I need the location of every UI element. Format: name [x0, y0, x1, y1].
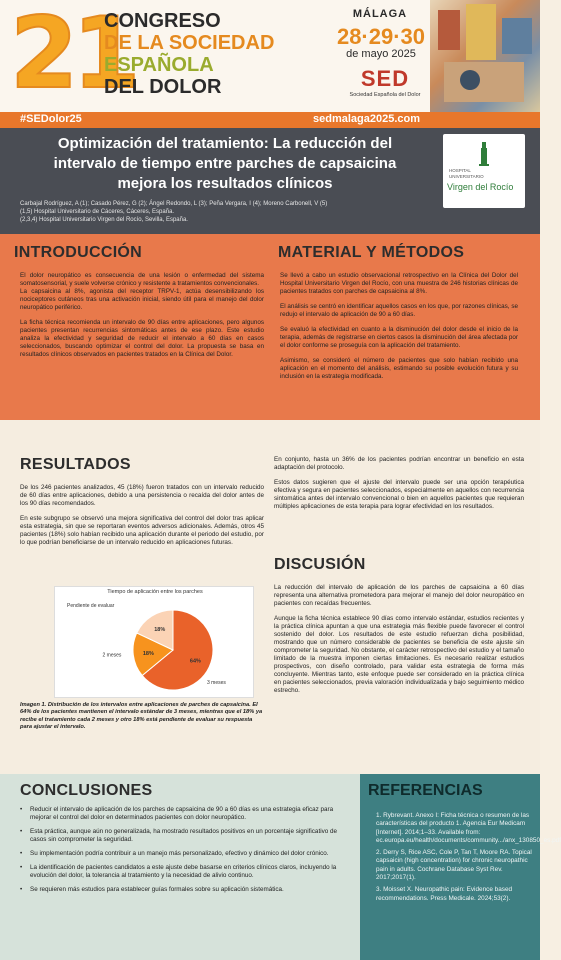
- congress-month: de mayo 2025: [346, 48, 416, 60]
- results-paragraph: Estos datos sugieren que el ajuste del intervalo puede ser una opción terapéutica efectiva y segura en pacientes seleccionados, especialmente en aquellos con recurrencia sintomática antes del intervalo convencional o bien en aquellos pacientes que requieran múltiples aplicaciones de esta terapia para lograr efectividad en los resultados.: [274, 479, 524, 510]
- material-body: [280, 272, 518, 388]
- discussion-heading: DISCUSIÓN: [274, 556, 366, 573]
- results-paragraph: En este subgrupo se observó una mejora significativa del control del dolor tras aplicar esta estrategia, sin que se reportaran eventos adversos adicionales. Además, otros 45 pacientes (18%) solo habían recibido una aplicación durante el periodo del estudio, por lo que podrían beneficiarse de un intervalo reducido en aplicaciones futuras.: [20, 515, 264, 546]
- figure-caption: Imagen 1. Distribución de los intervalos entre aplicaciones de parches de capsaicina. El 64% de los pacientes mantienen el intervalo estándar de 3 meses, mientras que el 18% ya recibe el tratamiento cada 2 meses y otro 18% está pendiente de evaluar su respuesta para ajustar el intervalo.: [20, 702, 263, 731]
- intro-paragraph: La ficha técnica recomienda un intervalo de 90 días entre aplicaciones, pero algunos pacientes presentan recurrencias sintomáticas antes de ese plazo. Este estudio analiza la efectividad y seguridad de reducir el intervalo a 60 días en casos seleccionados, buscando optimizar el control del dolor. La propuesta se basa en resultados clínicos observados en pacientes tratados en la Clínica del Dolor.: [20, 319, 264, 358]
- poster-title: Optimización del tratamiento: La reducción del intervalo de tiempo entre parches de capsaicina mejora los resultados clínicos: [53, 135, 397, 192]
- sed-logo: [340, 66, 430, 98]
- congress-title-line3: ESPAÑOLA: [104, 54, 214, 76]
- discussion-paragraph: La reducción del intervalo de aplicación de los parches de capsaicina a 60 días representa una alternativa prometedora para mejorar el manejo del dolor neuropático en pacientes con recaídas frecuentes.: [274, 584, 524, 607]
- congress-title-line1: CONGRESO: [104, 10, 221, 32]
- congress-number: 21: [10, 0, 135, 111]
- results-paragraph: En conjunto, hasta un 36% de los pacientes podrían encontrar un beneficio en esta adaptación del protocolo.: [274, 456, 524, 471]
- website: sedmalaga2025.com: [312, 113, 420, 125]
- discussion-paragraph: Aunque la ficha técnica establece 90 días como intervalo estándar, estudios recientes y la práctica clínica apuntan a que una estrategia más flexible puede favorecer el control sostenido del dolor. Los resultados de este estudio refuerzan dicha posibilidad, mostrando que un número considerable de pacientes se beneficia de este ajuste sin comprometer la seguridad. No obstante, el carácter retrospectivo del estudio y el tamaño limitado de la muestra imponen ciertas limitaciones. Es necesario realizar estudios prospectivos, con diseño controlado, para validar esta estrategia de forma más concluyente. Mientras tanto, este enfoque puede ser considerado en la práctica clínica en pacientes seleccionados, previa valoración individualizada y bajo seguimiento médico estrecho.: [274, 615, 524, 694]
- chart-title: Tiempo de aplicación entre los parches: [107, 589, 203, 595]
- conclusion-item: • La identificación de pacientes candidatos a este ajuste debe basarse en criterios clínicos claros, incluyendo la evolución del dolor, la tolerancia al tratamiento y la necesidad de alivio continuo.: [20, 864, 350, 880]
- reference-item: 2. Derry S, Rice ASC, Cole P, Tan T, Moore RA. Topical capsaicin (high concentration) for chronic neuropathic pain in adults. Cochrane Database Syst Rev. 2017;2017(1).: [376, 849, 532, 882]
- congress-title-line4: DEL DOLOR: [104, 76, 222, 98]
- sed-logo-subtitle: Sociedad Española del Dolor: [349, 92, 421, 98]
- material-paragraph: Asimismo, se consideró el número de pacientes que solo habían recibido una aplicación en el momento del análisis, estimando su posible evolución futura y su inclusión en la estrategia modificada.: [280, 357, 518, 380]
- discussion-body: [274, 584, 524, 702]
- sed-logo-text: SED: [360, 66, 410, 91]
- reference-item: 1. Rybrevant. Anexo I: Ficha técnica o resumen de las características del producto 1. Agencia Eur Medicam [Internet]. 2014;1–33. Available from: ec.europa.eu/health/documents/community.../anx_130850_es.pdf: [376, 812, 561, 844]
- pie-chart: [54, 586, 254, 698]
- affiliation-line: (2,3,4) Hospital Universitario Virgen del Rocío, Sevilla, España.: [20, 217, 188, 223]
- pie-chart-svg: [55, 587, 255, 699]
- conclusions-heading: CONCLUSIONES: [20, 782, 153, 799]
- pie-category-label: Pendiente de evaluar: [67, 603, 115, 609]
- hospital-logo-name: Virgen del Rocío: [447, 182, 514, 192]
- material-paragraph: El análisis se centró en identificar aquellos casos en los que, por razones clínicas, se redujo el intervalo de aplicación de 90 a 60 días.: [280, 303, 518, 318]
- material-heading: MATERIAL Y MÉTODOS: [278, 244, 465, 261]
- authors: [20, 200, 420, 224]
- pie-value-label: 18%: [142, 651, 154, 658]
- material-paragraph: Se llevó a cabo un estudio observacional retrospectivo en la Clínica del Dolor del Hospital Universitario Virgen del Rocío, con una muestra de 246 historias clínicas de pacientes tratados con parches de capsaicina al 8%.: [280, 272, 518, 295]
- hashtag: #SEDolor25: [20, 113, 82, 125]
- results-heading: RESULTADOS: [20, 456, 131, 473]
- results-continued: [274, 456, 524, 518]
- congress-dates: 28·29·30: [336, 24, 426, 49]
- city-illustration: [430, 0, 540, 112]
- giralda-icon: [477, 142, 491, 166]
- intro-body: [20, 272, 264, 366]
- material-paragraph: Se evaluó la efectividad en cuanto a la disminución del dolor desde el inicio de la terapia, además de registrarse en ciertos casos la disminución del área afectada por el dolor conforme se proseguía con la aplicación del tratamiento.: [280, 326, 518, 349]
- references-body: [376, 812, 561, 907]
- references-heading: REFERENCIAS: [368, 782, 483, 799]
- hashtag-bar: [0, 112, 540, 128]
- conclusion-item: • Su implementación podría contribuir a un manejo más personalizado, efectivo y dinámico del dolor crónico.: [20, 850, 350, 858]
- congress-title-line2: DE LA SOCIEDAD: [104, 32, 275, 54]
- affiliation-line: (1,5) Hospital Universitario de Cáceres, Cáceres, España.: [20, 209, 175, 215]
- congress-city: MÁLAGA: [352, 8, 408, 20]
- conclusions-list: [20, 806, 350, 900]
- intro-heading: INTRODUCCIÓN: [14, 244, 143, 261]
- poster-header: [0, 0, 540, 112]
- pie-category-label: 2 meses: [102, 652, 122, 659]
- results-body: [20, 484, 264, 554]
- hospital-logo: [443, 134, 525, 208]
- conclusion-item: • Esta práctica, aunque aún no generalizada, ha mostrado resultados positivos en un porcentaje significativo de casos sin comprometer la seguridad.: [20, 828, 350, 844]
- results-paragraph: De los 246 pacientes analizados, 45 (18%) fueron tratados con un intervalo reducido de 60 días entre aplicaciones, debido a una persistencia o recaída del dolor antes de los 90 días recomendados.: [20, 484, 264, 507]
- congress-title: [104, 10, 274, 98]
- conclusion-item: • Reducir el intervalo de aplicación de los parches de capsaicina de 90 a 60 días es una estrategia eficaz para mejorar el control del dolor en determinados pacientes con dolor neuropático.: [20, 806, 350, 822]
- pie-value-label: 64%: [189, 658, 201, 665]
- conclusion-item: • Se requieren más estudios para establecer guías formales sobre su aplicación sistemática.: [20, 886, 350, 894]
- intro-paragraph: El dolor neuropático es consecuencia de una lesión o enfermedad del sistema somatosensorial, y suele volverse crónico y resistente a tratamientos convencionales. La capsaicina al 8%, agonista del receptor TRPV-1, actúa desensibilizando los nociceptores cutáneos tras una activación inicial, siendo útil para el manejo del dolor neuropático periférico.: [20, 272, 264, 311]
- hospital-logo-sub1: HOSPITAL: [449, 168, 471, 173]
- authors-line: Carbajal Rodríguez, A (1); Casado Pérez, G (2); Ángel Redondo, L (3); Peña Vergara, I (4); Moreno Carbonell, V (5): [20, 201, 328, 207]
- hospital-logo-sub2: UNIVERSITARIO: [449, 174, 484, 179]
- reference-item: 3. Moisset X. Neuropathic pain: Evidence based recommendations. Press Medicale. 2024;53(2).: [376, 886, 513, 902]
- pie-value-label: 18%: [154, 627, 166, 634]
- pie-category-label: 3 meses: [207, 680, 226, 686]
